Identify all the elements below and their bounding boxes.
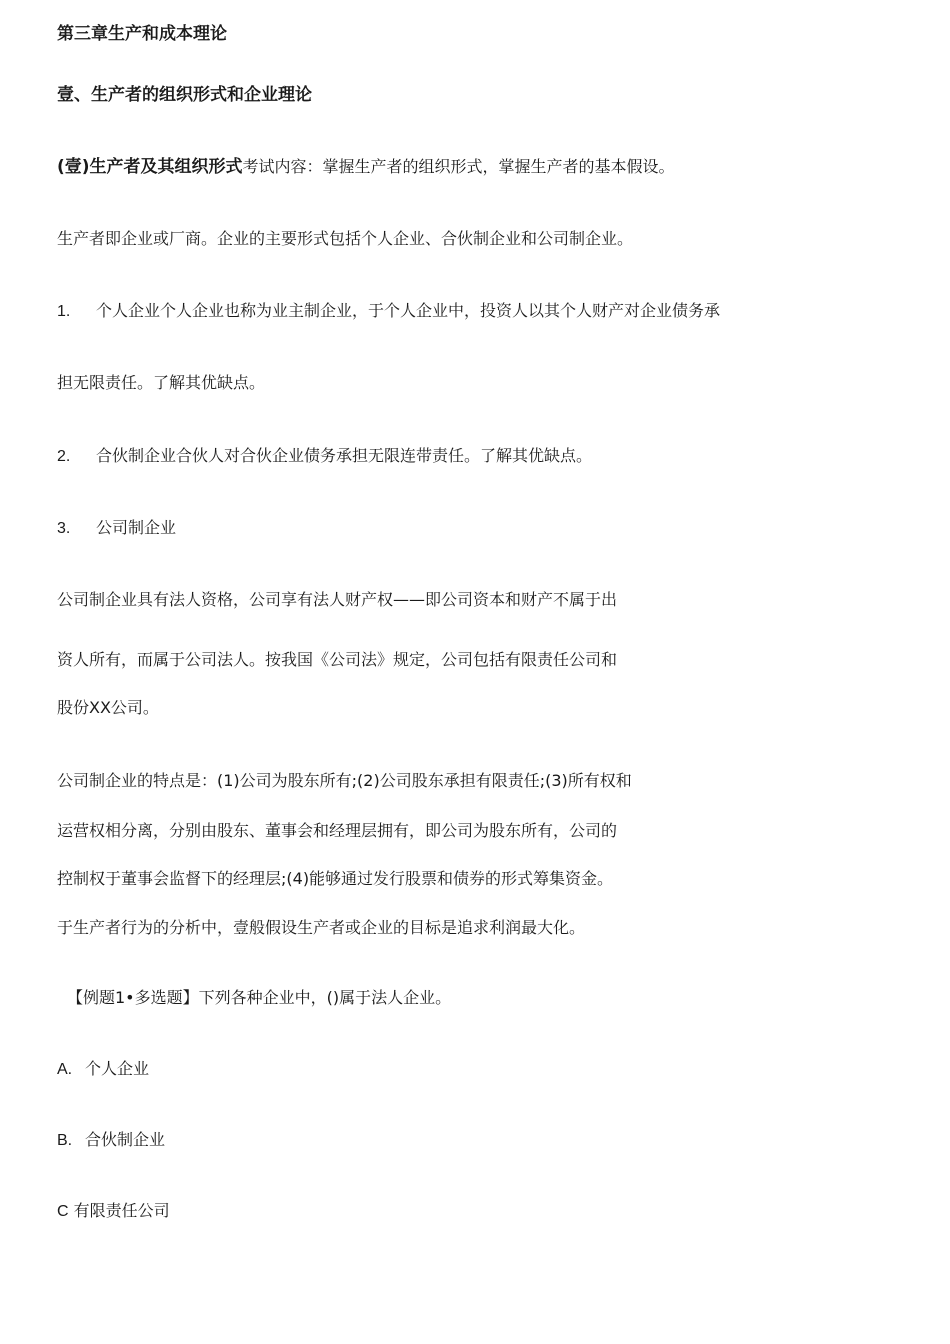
list-item-continuation: 担无限责任。了解其优缺点。 bbox=[57, 373, 266, 392]
subsection-paragraph bbox=[57, 157, 675, 177]
list-item-text: 个人企业个人企业也称为业主制企业，于个人企业中，投资人以其个人财产对企业债务承 bbox=[96, 301, 721, 320]
subsection-title: (壹)生产者及其组织形式 bbox=[57, 157, 243, 177]
option-label: C bbox=[57, 1203, 69, 1220]
list-item bbox=[57, 301, 720, 322]
list-item-number: 2. bbox=[57, 448, 71, 465]
option-c bbox=[57, 1201, 170, 1222]
company-paragraph-line: 资人所有，而属于公司法人。按我国《公司法》规定，公司包括有限责任公司和 bbox=[57, 650, 618, 669]
chapter-title: 第三章生产和成本理论 bbox=[57, 24, 227, 44]
company-paragraph-line: 股份XX公司。 bbox=[57, 698, 159, 717]
list-item-number: 1. bbox=[57, 303, 71, 320]
option-a bbox=[57, 1059, 149, 1080]
features-paragraph-line: 公司制企业的特点是：(1)公司为股东所有;(2)公司股东承担有限责任;(3)所有权和 bbox=[57, 771, 632, 790]
option-label: B. bbox=[57, 1132, 73, 1149]
list-item-text: 公司制企业 bbox=[96, 518, 177, 537]
intro-paragraph: 生产者即企业或厂商。企业的主要形式包括个人企业、合伙制企业和公司制企业。 bbox=[57, 229, 634, 248]
exam-content: 考试内容：掌握生产者的组织形式，掌握生产者的基本假设。 bbox=[242, 157, 675, 176]
example-heading: 【例题1•多选题】 bbox=[67, 988, 199, 1007]
company-paragraph-line: 公司制企业具有法人资格，公司享有法人财产权——即公司资本和财产不属于出 bbox=[57, 590, 618, 609]
features-paragraph-line: 运营权相分离，分别由股东、董事会和经理层拥有，即公司为股东所有，公司的 bbox=[57, 821, 618, 840]
list-item bbox=[57, 518, 176, 539]
option-b bbox=[57, 1130, 165, 1151]
example-question bbox=[67, 988, 451, 1008]
option-text: 合伙制企业 bbox=[85, 1130, 166, 1149]
option-text: 有限责任公司 bbox=[73, 1201, 170, 1220]
list-item bbox=[57, 446, 592, 467]
list-item-number: 3. bbox=[57, 520, 71, 537]
option-text: 个人企业 bbox=[85, 1059, 150, 1078]
example-question-text: 下列各种企业中，()属于法人企业。 bbox=[198, 988, 452, 1007]
features-paragraph-line: 于生产者行为的分析中，壹般假设生产者或企业的目标是追求利润最大化。 bbox=[57, 918, 586, 937]
features-paragraph-line: 控制权于董事会监督下的经理层;(4)能够通过发行股票和债券的形式筹集资金。 bbox=[57, 869, 614, 888]
section-title: 壹、生产者的组织形式和企业理论 bbox=[57, 85, 312, 105]
list-item-text: 合伙制企业合伙人对合伙企业债务承担无限连带责任。了解其优缺点。 bbox=[96, 446, 593, 465]
option-label: A. bbox=[57, 1061, 73, 1078]
